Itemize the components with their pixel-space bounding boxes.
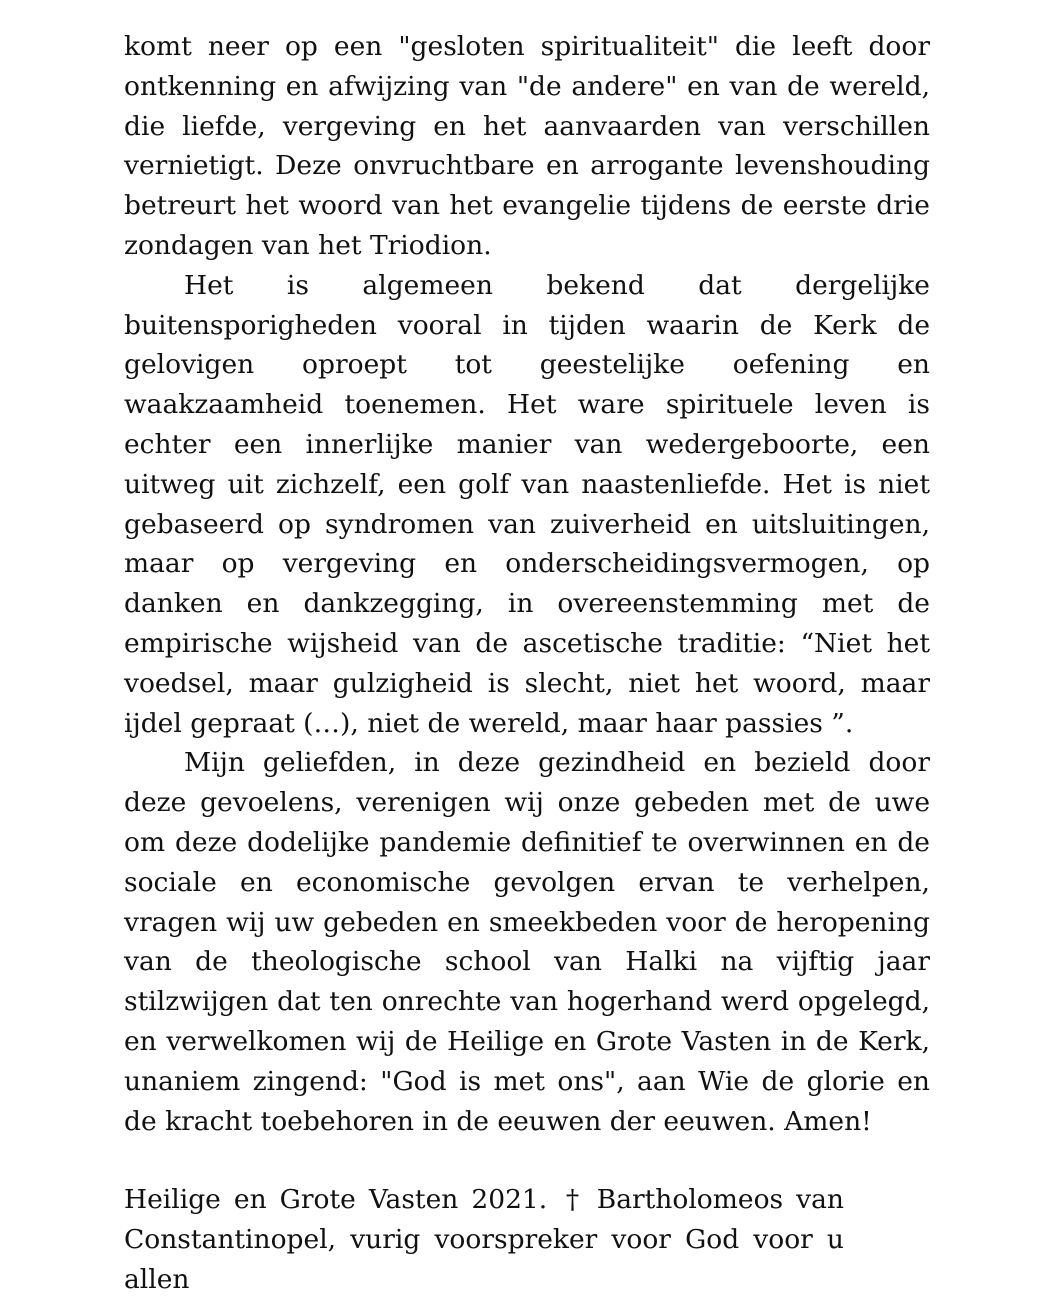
paragraph-spiritual-life: Het is algemeen bekend dat dergelijke buitensporigheden vooral in tijden waarin de Kerk de gelovigen oproept tot geestelijke oefening en waakzaamheid toenemen. Het ware spirituele leven is echter een innerlijke manier van wedergeboorte, een uitweg uit zichzelf, een golf van naastenliefde. Het is niet gebaseerd op syndromen van zuiverheid en uitsluitingen, maar op vergeving en onderscheidingsvermogen, op danken en dankzegging, in overeenstemming met de empirische wijsheid van de ascetische traditie: “Niet het voedsel, maar gulzigheid is slecht, niet het woord, maar ijdel gepraat (…), niet de wereld, maar haar passies ”. [124,269,930,739]
document-page [124,27,930,1300]
paragraph-continuation: komt neer op een "gesloten spiritualiteit" die leeft door ontkenning en afwijzing van "de andere" en van de wereld, die liefde, vergeving en het aanvaarden van verschillen vernietigt. Deze onvruchtbare en arrogante levenshouding betreurt het woord van het evangelie tijdens de eerste drie zondagen van het Triodion. [124,31,930,261]
signature-author: Bartholomeos van Constantinopel, vurig voorspreker voor God voor u allen [124,1184,844,1296]
signature-block [124,1180,844,1300]
paragraph-closing-prayer: Mijn geliefden, in deze gezindheid en bezield door deze gevoelens, verenigen wij onze gebeden met de uwe om deze dodelijke pandemie definitief te overwinnen en de sociale en economische gevolgen ervan te verhelpen, vragen wij uw gebeden en smeekbeden voor de heropening van de theologische school van Halki na vijftig jaar stilzwijgen dat ten onrechte van hogerhand werd opgelegd, en verwelkomen wij de Heilige en Grote Vasten in de Kerk, unaniem zingend: "God is met ons", aan Wie de glorie en de kracht toebehoren in de eeuwen der eeuwen. Amen! [124,747,930,1137]
signature-date: Heilige en Grote Vasten 2021. [124,1184,548,1216]
cross-icon: † [561,1184,584,1216]
